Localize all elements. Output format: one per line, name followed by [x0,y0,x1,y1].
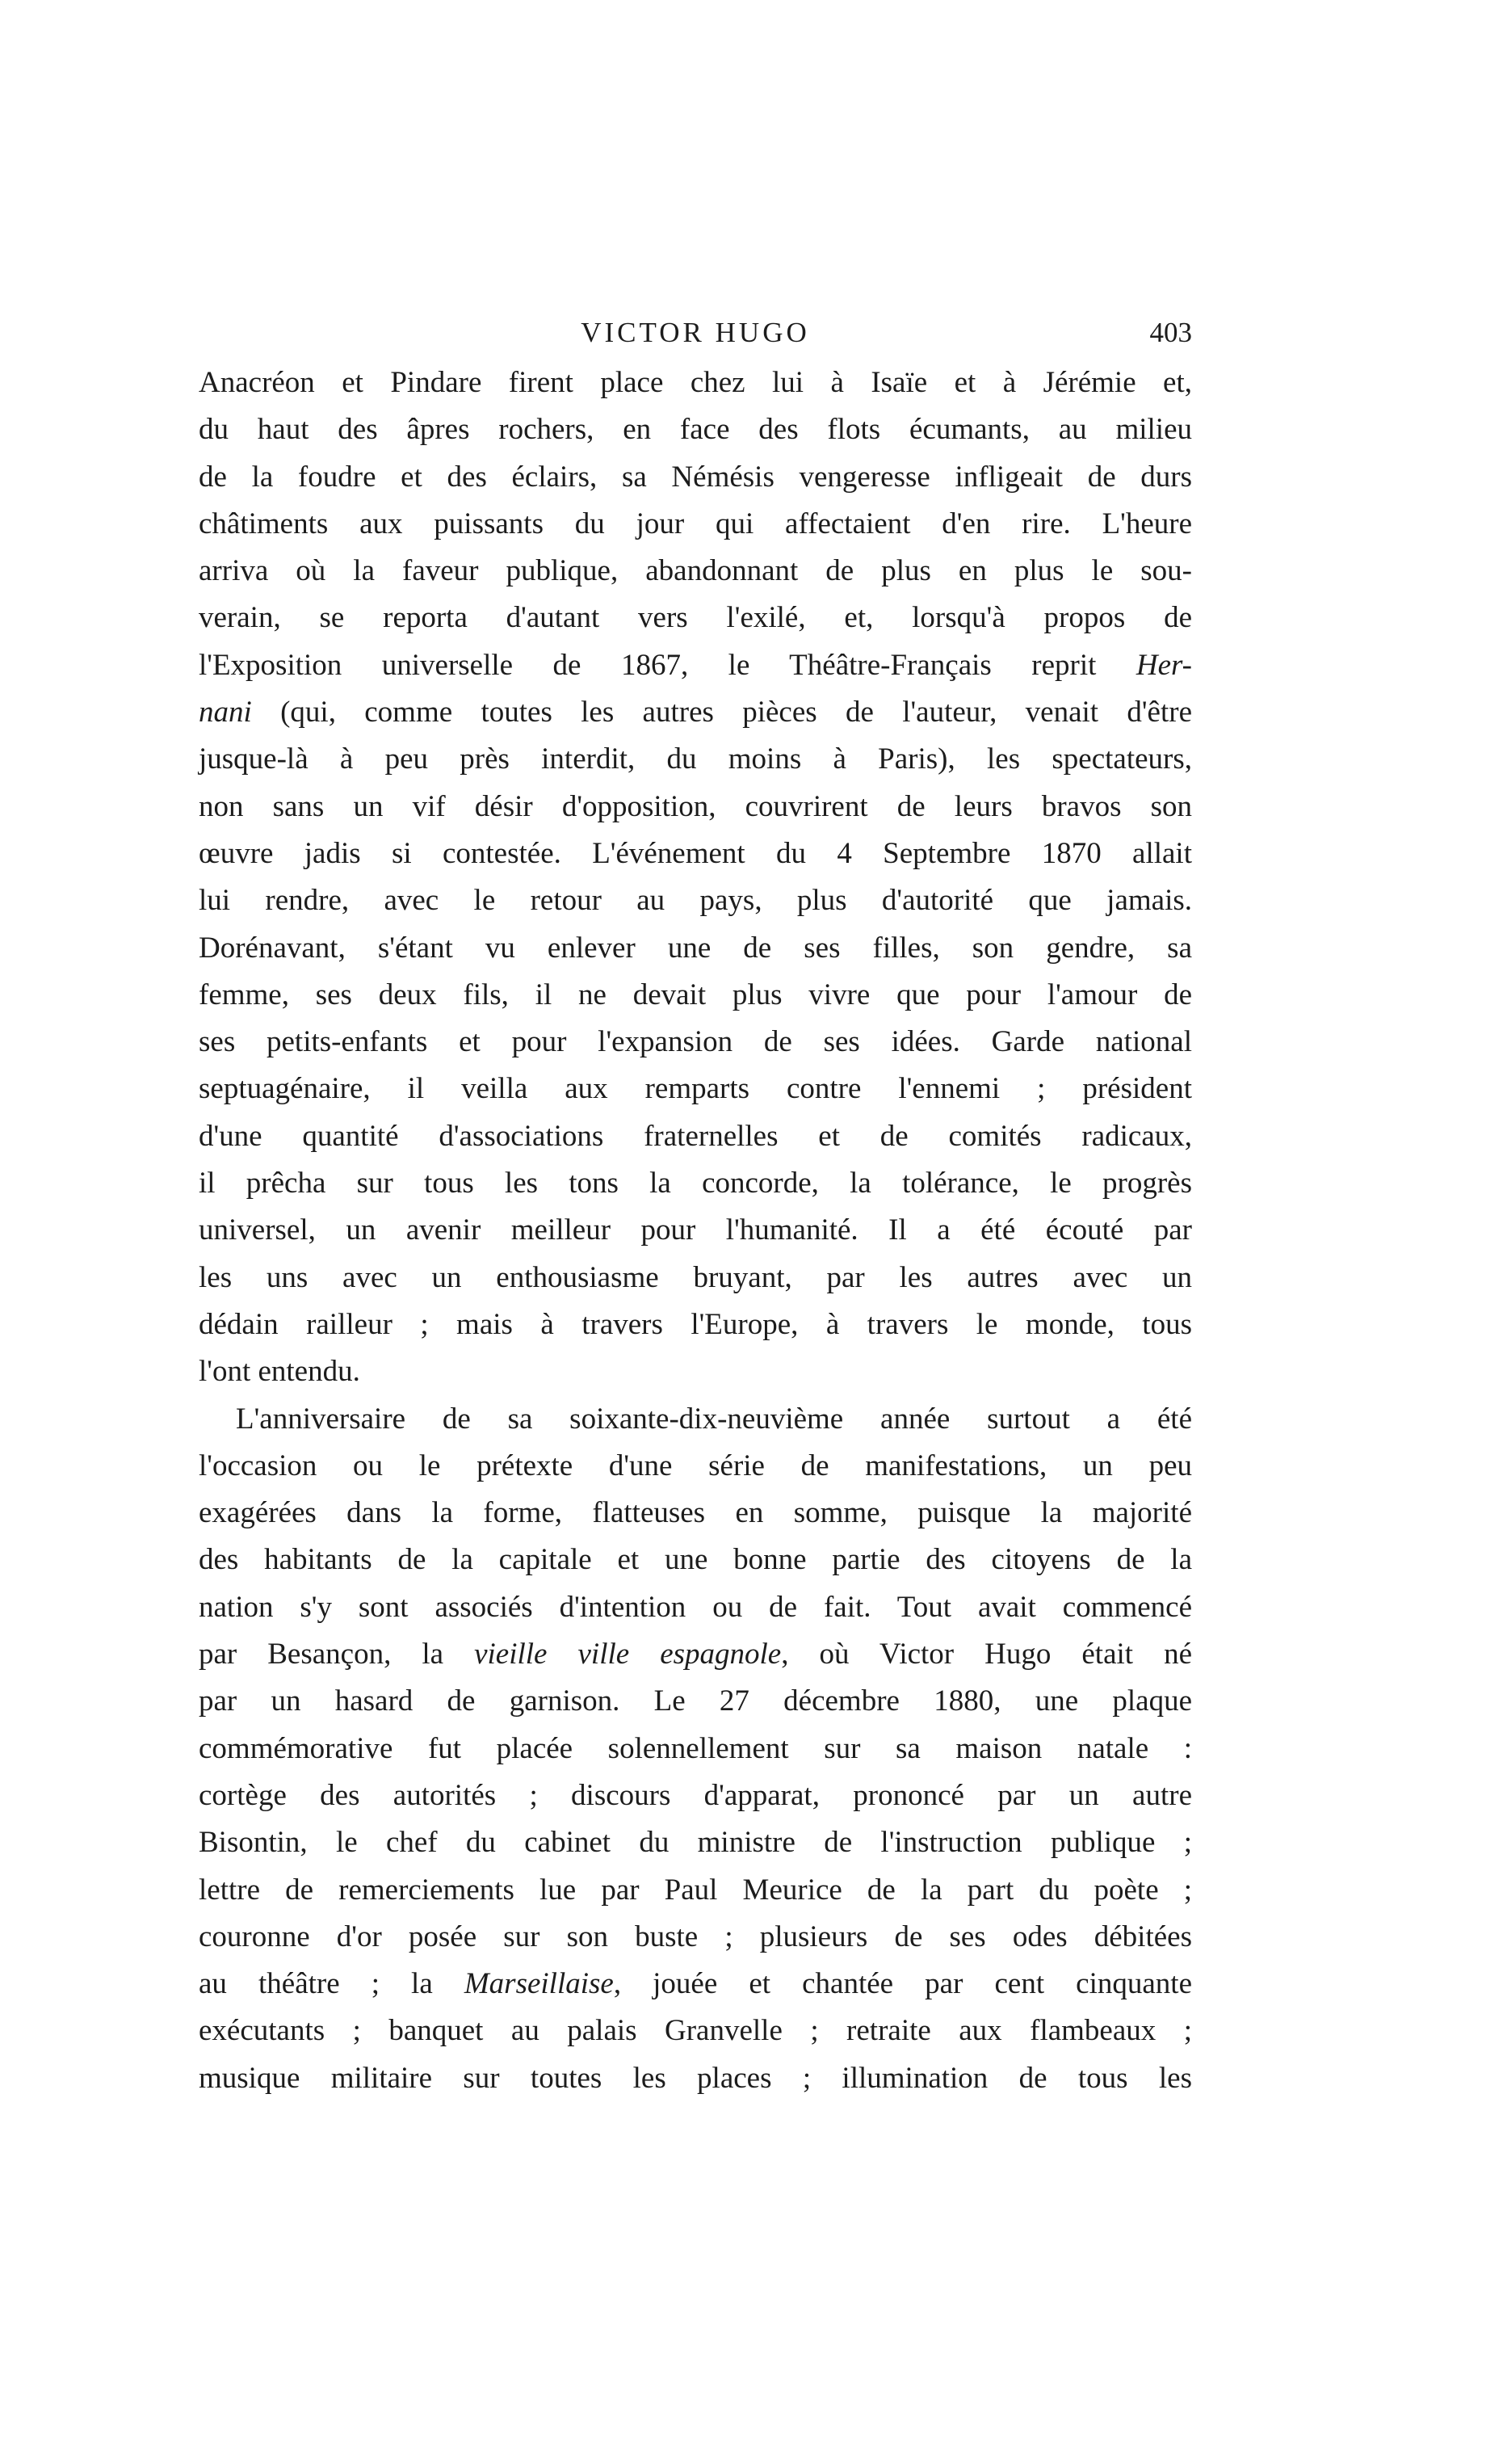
text-line: commémorative fut placée solennellement sur sa maison natale : [199,1731,1192,1765]
text-line: cortège des autorités ; discours d'apparat, prononcé par un autre [199,1778,1192,1812]
text-line: femme, ses deux fils, il ne devait plus vivre que pour l'amour de [199,978,1192,1011]
text-line: couronne d'or posée sur son buste ; plusieurs de ses odes débitées [199,1919,1192,1953]
text-line: lui rendre, avec le retour au pays, plus d'autorité que jamais. [199,884,1192,918]
text-line: verain, se reporta d'autant vers l'exilé, et, lorsqu'à propos de [199,601,1192,635]
text-line: musique militaire sur toutes les places ; illumination de tous les [199,2061,1192,2095]
text-line: L'anniversaire de sa soixante-dix-neuvième année surtout a été [236,1402,1192,1436]
text-line: lettre de remerciements lue par Paul Meurice de la part du poète ; [199,1873,1192,1907]
text-line: par un hasard de garnison. Le 27 décembre 1880, une plaque [199,1684,1192,1718]
text-line: l'occasion ou le prétexte d'une série de manifestations, un peu [199,1449,1192,1482]
running-head [199,309,1192,357]
text-line: par Besançon, la vieille ville espagnole, où Victor Hugo était né [199,1638,1192,1671]
text-line: nani (qui, comme toutes les autres pièces de l'auteur, venait d'être [199,696,1192,730]
text-line: universel, un avenir meilleur pour l'humanité. Il a été écouté par [199,1213,1192,1247]
page-number: 403 [1149,317,1192,348]
text-line: Bisontin, le chef du cabinet du ministre de l'instruction publique ; [199,1826,1192,1860]
running-title: VICTOR HUGO [581,317,810,348]
text-line: arriva où la faveur publique, abandonnant de plus en plus le sou- [199,554,1192,588]
text-line: exagérées dans la forme, flatteuses en somme, puisque la majorité [199,1496,1192,1530]
text-line: du haut des âpres rochers, en face des flots écumants, au milieu [199,413,1192,447]
text-line: l'ont entendu. [199,1355,360,1389]
text-line: œuvre jadis si contestée. L'événement du 4 Septembre 1870 allait [199,836,1192,870]
text-line: non sans un vif désir d'opposition, couvrirent de leurs bravos son [199,789,1192,823]
text-line: nation s'y sont associés d'intention ou de fait. Tout avait commencé [199,1590,1192,1624]
text-line: dédain railleur ; mais à travers l'Europe, à travers le monde, tous [199,1307,1192,1341]
body-text [199,360,1192,2102]
text-line: des habitants de la capitale et une bonne partie des citoyens de la [199,1543,1192,1577]
text-line: Anacréon et Pindare firent place chez lui à Isaïe et à Jérémie et, [199,366,1192,399]
text-line: Dorénavant, s'étant vu enlever une de ses filles, son gendre, sa [199,931,1192,965]
text-line: il prêcha sur tous les tons la concorde, la tolérance, le progrès [199,1167,1192,1200]
text-line: d'une quantité d'associations fraternelles et de comités radicaux, [199,1119,1192,1153]
text-line: les uns avec un enthousiasme bruyant, par les autres avec un [199,1260,1192,1294]
text-line: exécutants ; banquet au palais Granvelle ; retraite aux flambeaux ; [199,2014,1192,2048]
text-line: l'Exposition universelle de 1867, le Théâtre-Français reprit Her- [199,648,1192,682]
text-line: châtiments aux puissants du jour qui affectaient d'en rire. L'heure [199,507,1192,540]
text-line: septuagénaire, il veilla aux remparts contre l'ennemi ; président [199,1072,1192,1106]
text-line: au théâtre ; la Marseillaise, jouée et chantée par cent cinquante [199,1967,1192,2001]
text-line: ses petits-enfants et pour l'expansion de ses idées. Garde national [199,1025,1192,1059]
text-line: jusque-là à peu près interdit, du moins à Paris), les spectateurs, [199,742,1192,776]
text-line: de la foudre et des éclairs, sa Némésis vengeresse infligeait de durs [199,460,1192,494]
